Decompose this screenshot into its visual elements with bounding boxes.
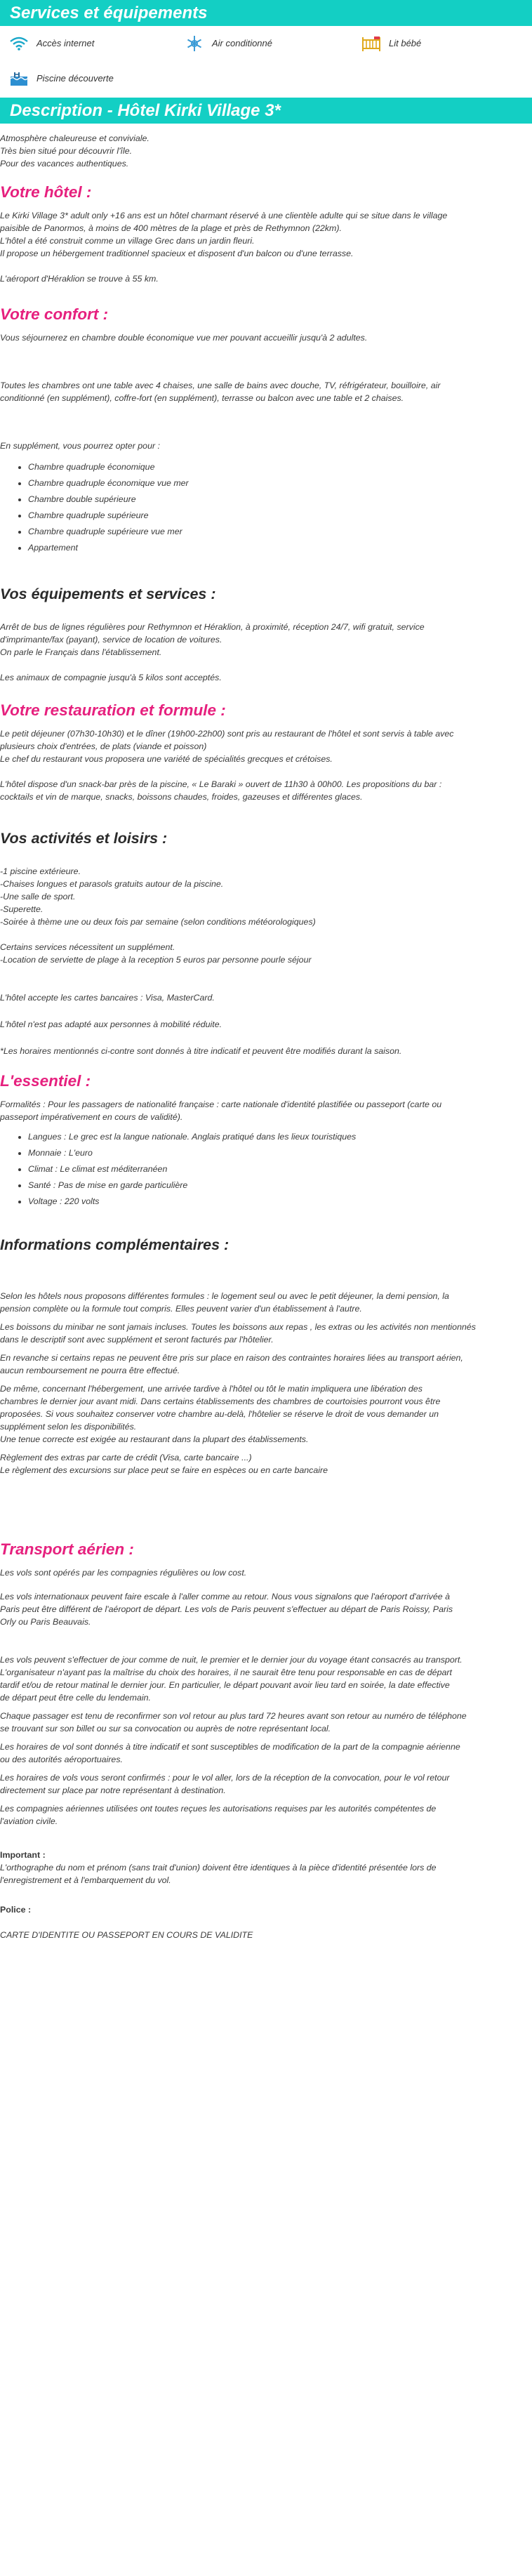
- description-content: [0, 124, 532, 1941]
- hotel-text: L'hôtel a été construit comme un village Grec dans un jardin fleuri.: [0, 236, 255, 246]
- complementaires-text: supplément selon les disponibilités.: [0, 1422, 137, 1432]
- complementaires-heading: Informations complémentaires :: [0, 1236, 230, 1253]
- service-label: Piscine découverte: [36, 73, 114, 84]
- list-item: • Appartement: [28, 540, 532, 556]
- transport-text: l'aviation civile.: [0, 1816, 58, 1826]
- activity-item: -Chaises longues et parasols gratuits autour de la piscine.: [0, 879, 224, 889]
- restauration-text: plusieurs choix d'entrées, de plats (viande et poisson): [0, 741, 207, 751]
- transport-text: ou des autorités aéroportuaires.: [0, 1755, 123, 1764]
- list-item: • Chambre quadruple économique vue mer: [28, 475, 532, 491]
- complementaires-text: Selon les hôtels nous proposons différentes formules : le logement seul ou avec le petit déjeuner, la demi pension, la: [0, 1291, 449, 1301]
- transport-text: se trouvant sur son billet ou sur sa convocation ou auprès de notre représentant local.: [0, 1724, 331, 1733]
- confort-text: Toutes les chambres ont une table avec 4 chaises, une salle de bains avec douche, TV, réfrigérateur, bouilloire, air: [0, 381, 441, 390]
- service-label: Air conditionné: [212, 38, 272, 48]
- list-item: • Chambre quadruple supérieure: [28, 508, 532, 524]
- transport-text: Les vols sont opérés par les compagnies régulières ou low cost.: [0, 1568, 247, 1578]
- essentiel-heading: L'essentiel :: [0, 1072, 91, 1090]
- activity-item: -1 piscine extérieure.: [0, 866, 81, 876]
- room-options-list: [0, 459, 532, 556]
- hotel-text: Le Kirki Village 3* adult only +16 ans est un hôtel charmant réservé à une clientèle adulte qui se situe dans le village: [0, 211, 448, 220]
- transport-text: Les compagnies aériennes utilisées ont toutes reçues les autorisations requises par les autorités compétentes de: [0, 1804, 437, 1814]
- list-item: • Chambre quadruple supérieure vue mer: [28, 524, 532, 540]
- complementaires-text: Règlement des extras par carte de crédit (Visa, carte bancaire ...): [0, 1453, 252, 1462]
- equipements-text: On parle le Français dans l'établissement.: [0, 647, 162, 657]
- transport-text: directement sur place par notre représentant à destination.: [0, 1785, 226, 1795]
- activites-text: L'hôtel n'est pas adapté aux personnes à mobilité réduite.: [0, 1019, 222, 1029]
- hotel-text: paisible de Panormos, à moins de 400 mètres de la plage et près de Rethymnon (22km).: [0, 223, 342, 233]
- list-item: • Voltage : 220 volts: [28, 1194, 532, 1210]
- list-item: • Santé : Pas de mise en garde particulière: [28, 1177, 532, 1194]
- important-label: Important :: [0, 1850, 46, 1860]
- complementaires-text: Le règlement des excursions sur place peut se faire en espèces ou en carte bancaire: [0, 1465, 328, 1475]
- activity-item: -Superette.: [0, 904, 44, 914]
- complementaires-text: chambres le dernier jour avant midi. Dans certains établissements des chambres de courtoisies pourront vous être: [0, 1396, 441, 1406]
- transport-text: Chaque passager est tenu de reconfirmer son vol retour au plus tard 72 heures avant son retour au numéro de téléphone: [0, 1711, 467, 1721]
- complementaires-text: En revanche si certains repas ne peuvent être pris sur place en raison des contraintes horaires liées au transport aérien,: [0, 1353, 463, 1363]
- intro-line: Pour des vacances authentiques.: [0, 159, 129, 169]
- equipements-heading: Vos équipements et services :: [0, 586, 216, 602]
- intro-line: Atmosphère chaleureuse et conviviale.: [0, 133, 149, 143]
- essentiel-list: [0, 1129, 532, 1210]
- important-text: l'enregistrement et à l'embarquement du vol.: [0, 1875, 171, 1885]
- restauration-heading: Votre restauration et formule :: [0, 701, 226, 719]
- list-item: • Langues : Le grec est la langue nationale. Anglais pratiqué dans les lieux touristiques: [28, 1129, 532, 1145]
- activites-text: -Location de serviette de plage à la reception 5 euros par personne pourle séjour: [0, 955, 312, 965]
- transport-heading: Transport aérien :: [0, 1540, 134, 1558]
- activity-item: -Soirée à thème une ou deux fois par semaine (selon conditions météorologiques): [0, 917, 316, 927]
- crib-icon: [361, 35, 382, 52]
- confort-text: conditionné (en supplément), coffre-fort (en supplément), terrasse ou balcon avec une table et 2 chaises.: [0, 393, 404, 403]
- confort-text: Vous séjournerez en chambre double économique vue mer pouvant accueillir jusqu'à 2 adultes.: [0, 333, 368, 343]
- equipements-text: d'imprimante/fax (payant), service de location de voitures.: [0, 635, 222, 645]
- complementaires-text: Une tenue correcte est exigée au restaurant dans la plupart des établissements.: [0, 1434, 309, 1444]
- list-item: • Monnaie : L'euro: [28, 1145, 532, 1161]
- hotel-text: Il propose un hébergement traditionnel spacieux et disposent d'un balcon ou d'une terrasse.: [0, 249, 354, 258]
- services-grid: [0, 26, 532, 98]
- essentiel-text: Formalités : Pour les passagers de nationalité française : carte nationale d'identité plastifiée ou passeport (carte ou: [0, 1099, 442, 1109]
- restauration-text: Le chef du restaurant vous proposera une variété de spécialités grecques et crétoises.: [0, 754, 333, 764]
- service-item-crib: [361, 35, 421, 52]
- list-item: • Chambre double supérieure: [28, 491, 532, 508]
- snowflake-icon: [184, 35, 205, 52]
- services-band: Services et équipements: [0, 0, 532, 26]
- list-item: • Chambre quadruple économique: [28, 459, 532, 475]
- transport-text: Les horaires de vol sont donnés à titre indicatif et sont susceptibles de modification de la part de la compagnie aérienne: [0, 1742, 460, 1752]
- essentiel-text: passeport impérativement en cours de validité).: [0, 1112, 183, 1122]
- confort-heading: Votre confort :: [0, 305, 109, 323]
- complementaires-text: dans le descriptif sont avec supplément et seront facturés par l'hôtelier.: [0, 1335, 274, 1345]
- transport-text: de départ peut être celle du lendemain.: [0, 1693, 151, 1703]
- transport-text: Les vols peuvent s'effectuer de jour comme de nuit, le premier et le dernier jour du voyage étant consacrés au transport.: [0, 1655, 463, 1665]
- pool-icon: [8, 70, 29, 87]
- restauration-text: cocktails et vin de marque, snacks, boissons chaudes, froides, gazeuses et différentes glaces.: [0, 792, 363, 802]
- transport-text: Les horaires de vols vous seront confirmés : pour le vol aller, lors de la réception de la convocation, pour le vol retour: [0, 1773, 450, 1783]
- description-band: Description - Hôtel Kirki Village 3*: [0, 98, 532, 124]
- intro-line: Très bien situé pour découvrir l'île.: [0, 146, 133, 156]
- activity-item: -Une salle de sport.: [0, 892, 76, 901]
- activites-text: *Les horaires mentionnés ci-contre sont donnés à titre indicatif et peuvent être modifiés durant la saison.: [0, 1046, 402, 1056]
- transport-text: tardif et/ou de retour matinal le dernier jour. En particulier, le départ pouvant avoir lieu tard en soirée, la date effective: [0, 1680, 450, 1690]
- service-label: Lit bébé: [389, 38, 422, 48]
- complementaires-text: proposées. Si vous souhaitez conserver votre chambre au-delà, l'hôtelier se réserve le droit de vous demander un: [0, 1409, 439, 1419]
- service-item-internet: [8, 35, 94, 52]
- activites-text: Certains services nécessitent un supplément.: [0, 942, 175, 952]
- transport-text: Orly ou Paris Beauvais.: [0, 1617, 91, 1627]
- airport-distance: L'aéroport d'Héraklion se trouve à 55 km.: [0, 274, 159, 284]
- police-label: Police :: [0, 1905, 32, 1915]
- service-item-ac: [184, 35, 272, 52]
- confort-text: En supplément, vous pourrez opter pour :: [0, 441, 160, 451]
- transport-text: Les vols internationaux peuvent faire escale à l'aller comme au retour. Nous vous signalons que l'aéroport d'arrivée à: [0, 1592, 450, 1601]
- restauration-text: L'hôtel dispose d'un snack-bar près de la piscine, « Le Baraki » ouvert de 11h30 à 00h00. Les propositions du bar :: [0, 779, 442, 789]
- complementaires-text: Les boissons du minibar ne sont jamais incluses. Toutes les boissons aux repas , les extras ou les activités non mentionnés: [0, 1322, 476, 1332]
- complementaires-text: pension complète ou la formule tout compris. Elles peuvent varier d'un établissement à l'autre.: [0, 1304, 362, 1314]
- list-item: • Climat : Le climat est méditerranéen: [28, 1161, 532, 1177]
- restauration-text: Le petit déjeuner (07h30-10h30) et le dîner (19h00-22h00) sont pris au restaurant de l'hôtel et sont servis à table avec: [0, 729, 454, 739]
- service-item-pool: [8, 70, 114, 87]
- important-text: L'orthographe du nom et prénom (sans trait d'union) doivent être identiques à la pièce d'identité présentée lors de: [0, 1863, 437, 1872]
- hotel-heading: Votre hôtel :: [0, 183, 92, 201]
- activites-text: L'hôtel accepte les cartes bancaires : Visa, MasterCard.: [0, 993, 215, 1003]
- complementaires-text: aucun remboursement ne pourra être effectué.: [0, 1366, 180, 1375]
- transport-text: Paris peut être différent de l'aéroport de départ. Les vols de Paris peuvent s'effectuer au départ de Paris Roissy, Paris: [0, 1604, 453, 1614]
- complementaires-text: De même, concernant l'hébergement, une arrivée tardive à l'hôtel ou tôt le matin impliquera une libération des: [0, 1384, 423, 1394]
- equipements-text: Les animaux de compagnie jusqu'à 5 kilos sont acceptés.: [0, 673, 222, 682]
- wifi-icon: [8, 35, 29, 52]
- service-label: Accès internet: [36, 38, 95, 48]
- activites-heading: Vos activités et loisirs :: [0, 830, 168, 847]
- transport-text: L'organisateur n'ayant pas la maîtrise du choix des horaires, il ne saurait être tenu pour responsable en cas de départ: [0, 1667, 452, 1677]
- police-text: CARTE D'IDENTITE OU PASSEPORT EN COURS DE VALIDITE: [0, 1930, 253, 1940]
- equipements-text: Arrêt de bus de lignes régulières pour Rethymnon et Héraklion, à proximité, réception 24/7, wifi gratuit, service: [0, 622, 425, 632]
